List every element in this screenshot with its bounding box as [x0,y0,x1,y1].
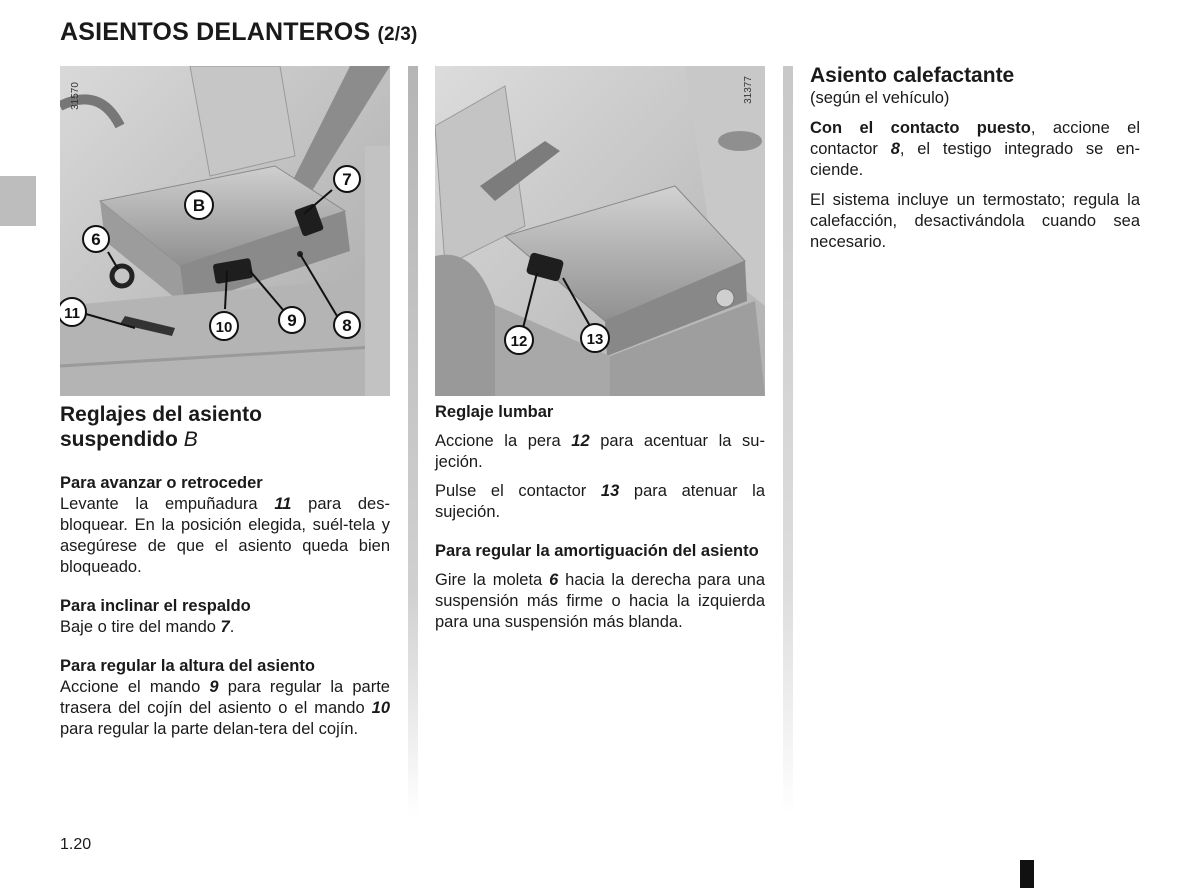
heading-damping: Para regular la amortiguación del asiento [435,542,759,560]
section-title-suspension [60,402,390,452]
callout-6: 6 [91,230,101,249]
callout-12: 12 [510,333,528,350]
chapter-tab [0,176,36,226]
text: para regular la parte trasera del cojín del asiento o el mando [60,678,390,717]
text: para acentuar la su-jeción. [435,432,765,471]
text: para regular la parte delan-tera del cojín. [60,720,359,738]
seat-illustration-1 [60,66,390,396]
callout-7: 7 [342,170,352,189]
paragraph-height [60,677,390,740]
section-title-line1: Reglajes del asiento [60,403,262,426]
paragraph-heated-2: El sistema incluye un termostato; regula la calefacción, desactivándola cuando sea necesario. [810,191,1140,251]
column-3 [810,63,1140,253]
corner-mark [1020,860,1034,888]
seat-figure-2 [435,66,765,396]
ref-number: 11 [274,495,292,513]
ref-number: 12 [571,432,590,450]
seat-figure-1 [60,66,390,396]
heading-recline: Para inclinar el respaldo [60,597,251,615]
page-title [60,18,418,47]
callout-9: 9 [287,311,297,330]
callout-11: 11 [64,305,80,322]
ref-number: 8 [890,140,900,158]
text: Accione el mando [60,678,201,696]
text: . [229,618,235,636]
figure-code-1: 31570 [70,82,81,110]
paragraph-damping [435,570,765,633]
figure-code-2: 31377 [743,76,754,104]
text: Pulse el contactor [435,482,587,500]
text: Baje o tire del mando [60,618,216,636]
text: , accione el contactor [810,119,1140,158]
ref-number: 9 [209,678,219,696]
text: Accione la pera [435,432,561,450]
callout-13: 13 [586,331,604,348]
heading-forward: Para avanzar o retroceder [60,474,263,492]
callout-10: 10 [215,319,233,336]
heading-height: Para regular la altura del asiento [60,657,315,675]
section-title-ref: B [183,428,198,451]
page-title-text: ASIENTOS DELANTEROS [60,18,371,46]
paragraph-heated-1 [810,118,1140,181]
column-separator-2 [783,66,793,816]
text: para atenuar la sujeción. [435,482,766,521]
paragraph-recline [60,617,390,638]
text: , el testigo integrado se en-ciende. [810,140,1140,179]
paragraph-forward [60,494,390,578]
ref-number: 10 [371,699,390,717]
section-title-heated-seat: Asiento calefactante [810,64,1015,87]
callout-B: B [192,196,206,215]
text: hacia la derecha para una suspensión más firme o hacia la izquierda para una suspensión más blanda. [435,571,765,631]
paragraph-lumbar-2 [435,481,765,523]
ref-number: 7 [220,618,230,636]
column-1 [60,402,390,740]
text: Gire la moleta [435,571,543,589]
section-subtitle: (según el vehículo) [810,89,950,107]
text: Levante la empuñadura [60,495,258,513]
column-separator-1 [408,66,418,816]
ref-number: 13 [600,482,620,500]
heading-lumbar: Reglaje lumbar [435,403,554,421]
ref-number: 6 [549,571,559,589]
column-2 [435,402,765,633]
callout-8: 8 [342,316,352,335]
text: para des-bloquear. En la posición elegida, suél-tela y asegúrese de que el asiento queda bien bloqueado. [60,495,390,576]
paragraph-lumbar-1 [435,431,765,473]
page-title-suffix: (2/3) [377,24,418,45]
seat-illustration-2 [435,66,765,396]
text-bold: Con el contacto puesto [810,119,1031,137]
page-number: 1.20 [60,836,92,853]
section-title-line2: suspendido [60,428,178,451]
